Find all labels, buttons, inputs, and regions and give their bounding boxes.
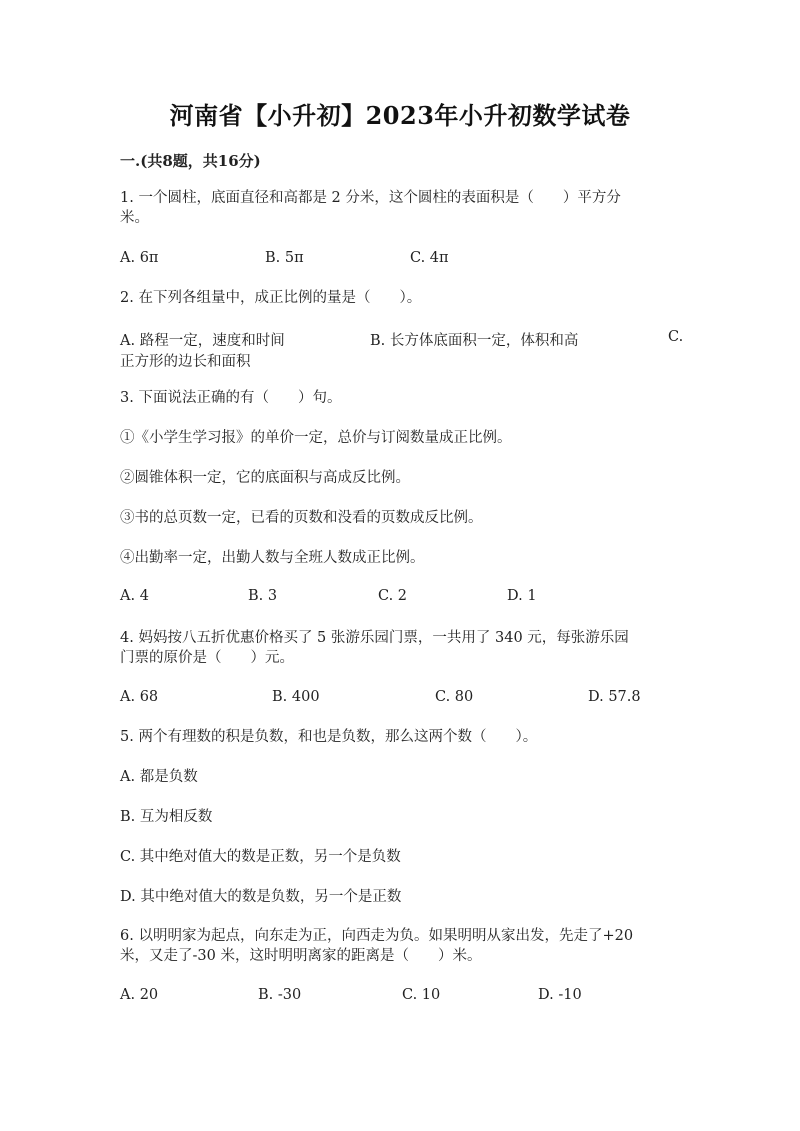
question-3-option-a: A. 4 xyxy=(120,588,149,604)
question-3-statement-4: ④出勤率一定，出勤人数与全班人数成正比例。 xyxy=(120,550,425,566)
question-5-option-b: B. 互为相反数 xyxy=(120,809,213,825)
question-3-statement-3: ③书的总页数一定，已看的页数和没看的页数成反比例。 xyxy=(120,510,483,526)
question-1-stem-line-1: 1. 一个圆柱，底面直径和高都是 2 分米，这个圆柱的表面积是（ ）平方分 xyxy=(120,190,621,206)
question-2-option-c-label: C. xyxy=(668,329,684,345)
question-6-option-b: B. -30 xyxy=(258,987,302,1003)
question-6-stem-line-1: 6. 以明明家为起点，向东走为正，向西走为负。如果明明从家出发，先走了+20 xyxy=(120,928,634,944)
question-4-option-c: C. 80 xyxy=(435,689,474,705)
question-4-stem-line-2: 门票的原价是（ ）元。 xyxy=(120,650,294,666)
question-6-option-d: D. -10 xyxy=(538,987,582,1003)
question-6-stem-line-2: 米，又走了-30 米，这时明明离家的距离是（ ）米。 xyxy=(120,948,482,964)
question-3-option-d: D. 1 xyxy=(507,588,537,604)
question-1-option-a: A. 6π xyxy=(120,250,159,266)
question-4-option-a: A. 68 xyxy=(120,689,159,705)
question-5-option-a: A. 都是负数 xyxy=(120,769,198,785)
question-5-stem: 5. 两个有理数的积是负数，和也是负数，那么这两个数（ ）。 xyxy=(120,729,538,745)
question-2-stem: 2. 在下列各组量中，成正比例的量是（ ）。 xyxy=(120,290,422,306)
question-2-option-c-text: 正方形的边长和面积 xyxy=(120,354,251,370)
question-4-option-d: D. 57.8 xyxy=(588,689,641,705)
question-3-statement-1: ①《小学生学习报》的单价一定，总价与订阅数量成正比例。 xyxy=(120,430,512,446)
page-title: 河南省【小升初】2023年小升初数学试卷 xyxy=(169,101,631,130)
question-2-option-a: A. 路程一定，速度和时间 xyxy=(120,333,285,349)
question-4-option-b: B. 400 xyxy=(272,689,320,705)
question-1-option-b: B. 5π xyxy=(265,250,304,266)
question-3-stem: 3. 下面说法正确的有（ ）句。 xyxy=(120,390,342,406)
question-3-statement-2: ②圆锥体积一定，它的底面积与高成反比例。 xyxy=(120,470,410,486)
question-2-option-b: B. 长方体底面积一定，体积和高 xyxy=(370,333,579,349)
question-5-option-c: C. 其中绝对值大的数是正数，另一个是负数 xyxy=(120,849,401,865)
question-3-option-b: B. 3 xyxy=(248,588,278,604)
question-1-stem-line-2: 米。 xyxy=(120,210,149,226)
question-4-stem-line-1: 4. 妈妈按八五折优惠价格买了 5 张游乐园门票，一共用了 340 元，每张游乐园 xyxy=(120,630,629,646)
question-5-option-d: D. 其中绝对值大的数是负数，另一个是正数 xyxy=(120,889,402,905)
question-6-option-a: A. 20 xyxy=(120,987,159,1003)
section-header: 一.(共8题，共16分) xyxy=(120,152,261,170)
question-1-option-c: C. 4π xyxy=(410,250,449,266)
question-6-option-c: C. 10 xyxy=(402,987,441,1003)
question-3-option-c: C. 2 xyxy=(378,588,408,604)
